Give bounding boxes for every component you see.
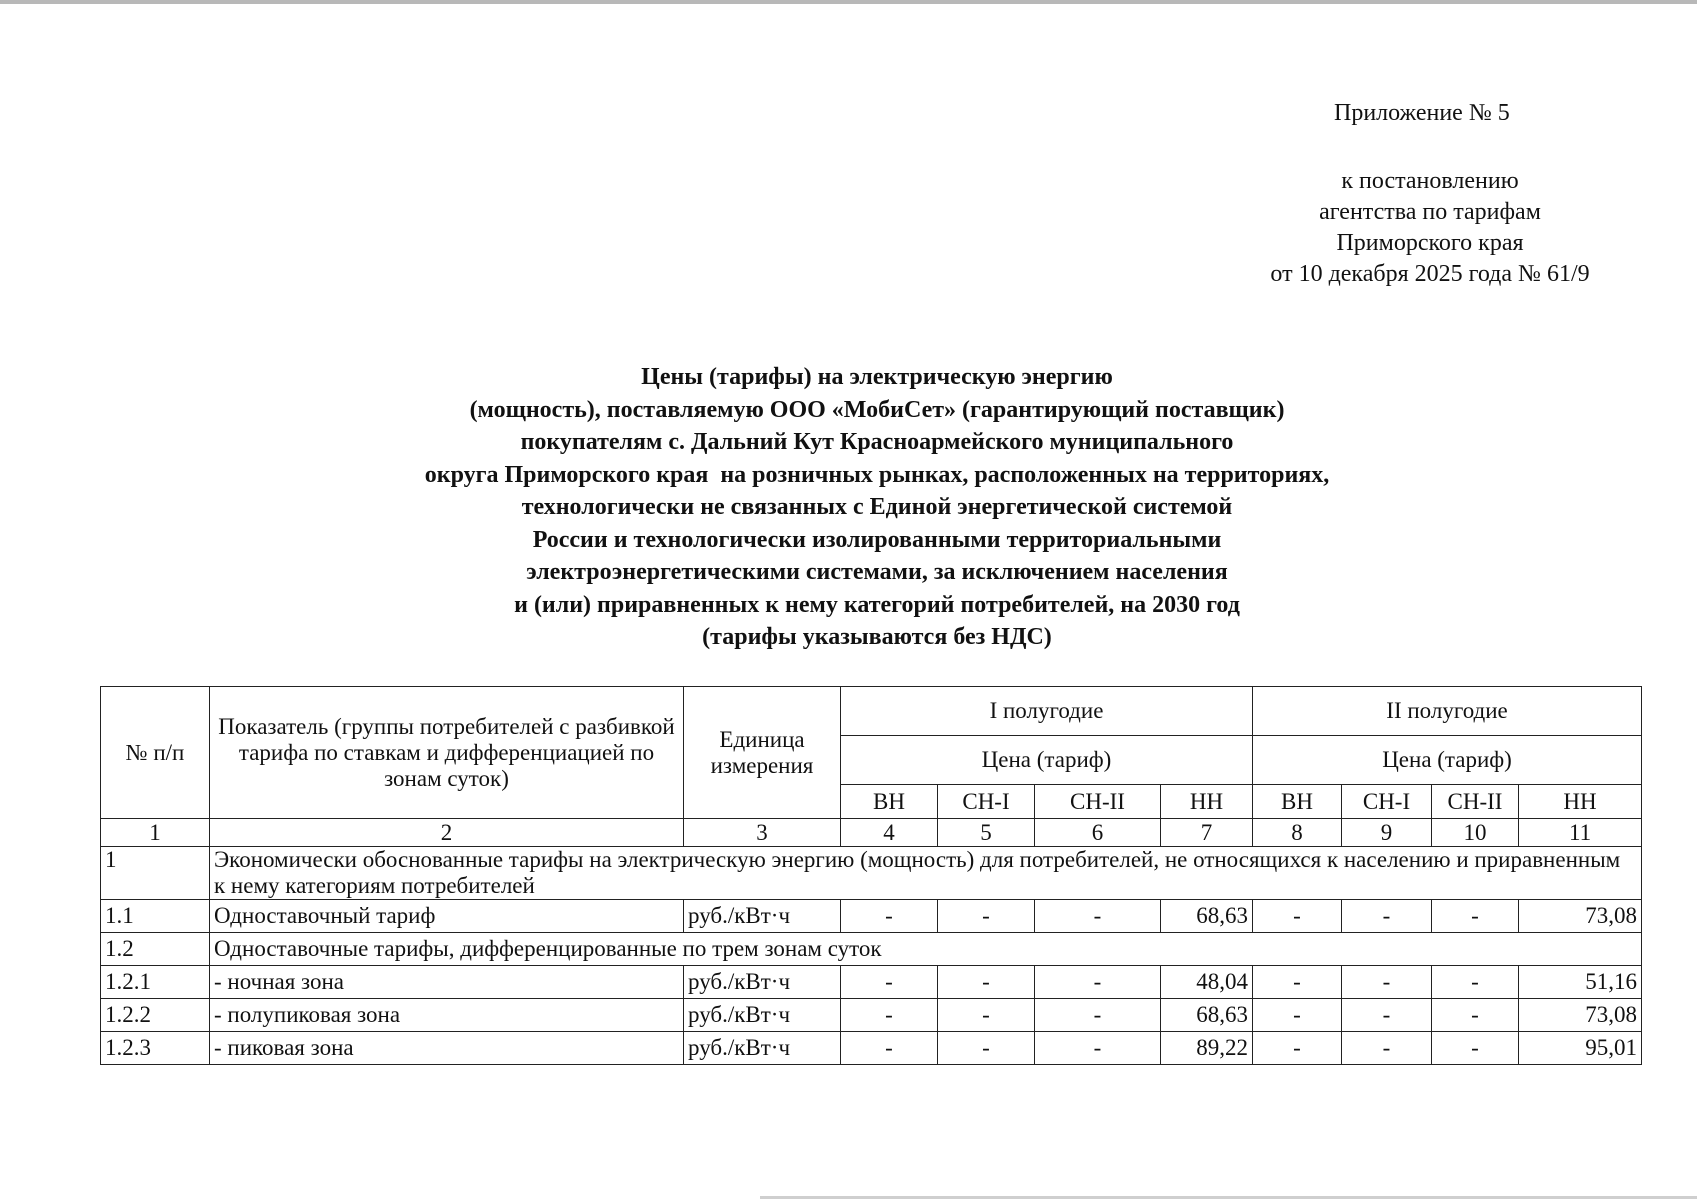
- column-number: 9: [1342, 819, 1432, 847]
- header-level: ВН: [1253, 785, 1342, 819]
- row-value: -: [841, 999, 938, 1032]
- row-value: -: [938, 966, 1035, 999]
- title-line: и (или) приравненных к нему категорий потребителей, на 2030 год: [514, 591, 1240, 618]
- header-level: СН-II: [1432, 785, 1519, 819]
- resolution-line: агентства по тарифам: [1319, 199, 1541, 225]
- resolution-line: от 10 декабря 2025 года № 61/9: [1270, 261, 1590, 287]
- row-value: 73,08: [1519, 900, 1642, 933]
- row-value: -: [1432, 900, 1519, 933]
- header-level: ВН: [841, 785, 938, 819]
- row-value: -: [1342, 1032, 1432, 1065]
- column-number: 3: [684, 819, 841, 847]
- row-value: -: [1342, 999, 1432, 1032]
- row-value: -: [1253, 900, 1342, 933]
- row-value: -: [938, 900, 1035, 933]
- row-value: -: [1432, 999, 1519, 1032]
- resolution-line: Приморского края: [1336, 230, 1524, 256]
- row-num: 1.2.1: [101, 966, 210, 999]
- row-indicator: - ночная зона: [210, 966, 684, 999]
- row-num: 1.2.3: [101, 1032, 210, 1065]
- row-value: -: [1035, 999, 1161, 1032]
- row-unit: руб./кВт·ч: [684, 1032, 841, 1065]
- table-row: [101, 900, 1642, 933]
- header-num-label: № п/п: [125, 739, 185, 765]
- appendix-label: Приложение № 5: [1334, 100, 1510, 126]
- table-row: [101, 966, 1642, 999]
- row-indicator: - пиковая зона: [210, 1032, 684, 1065]
- row-value: 51,16: [1519, 966, 1642, 999]
- row-value: -: [1035, 1032, 1161, 1065]
- header-level: СН-I: [1342, 785, 1432, 819]
- row-value: -: [1253, 966, 1342, 999]
- header-unit: Единица измерения: [684, 687, 841, 819]
- column-number: 10: [1432, 819, 1519, 847]
- column-number: 8: [1253, 819, 1342, 847]
- row-num: 1.1: [101, 900, 210, 933]
- column-number: 7: [1161, 819, 1253, 847]
- title-line: округа Приморского края на розничных рынках, расположенных на территориях,: [424, 461, 1330, 488]
- resolution-reference: [1220, 166, 1640, 290]
- row-indicator: Одноставочный тариф: [210, 900, 684, 933]
- table-row: [101, 999, 1642, 1032]
- row-value: 68,63: [1161, 999, 1253, 1032]
- title-line: Цены (тарифы) на электрическую энергию: [641, 364, 1113, 390]
- header-num: [101, 687, 210, 819]
- row-value: -: [841, 1032, 938, 1065]
- section-text: Экономически обоснованные тарифы на электрическую энергию (мощность) для потребителей, не относящихся к населению и приравненным к нему категориям потребителей: [210, 847, 1642, 900]
- column-number: 2: [210, 819, 684, 847]
- resolution-line: к постановлению: [1341, 168, 1519, 194]
- column-number: 4: [841, 819, 938, 847]
- title-line: технологически не связанных с Единой энергетической системой: [521, 494, 1233, 520]
- header-level: СН-I: [938, 785, 1035, 819]
- row-num: 1.2: [101, 933, 210, 966]
- row-value: -: [1253, 1032, 1342, 1065]
- section-row: [101, 847, 1642, 900]
- row-unit: руб./кВт·ч: [684, 900, 841, 933]
- row-indicator: - полупиковая зона: [210, 999, 684, 1032]
- header-level: НН: [1519, 785, 1642, 819]
- header-level: НН: [1161, 785, 1253, 819]
- title-line: покупателям с. Дальний Кут Красноармейского муниципального: [520, 429, 1234, 455]
- column-number-row: [101, 819, 1642, 847]
- section-text: Одноставочные тарифы, дифференцированные по трем зонам суток: [210, 933, 1642, 966]
- row-value: -: [1035, 966, 1161, 999]
- row-value: 95,01: [1519, 1032, 1642, 1065]
- header-half2: II полугодие: [1253, 687, 1642, 736]
- column-number: 1: [101, 819, 210, 847]
- row-value: -: [938, 999, 1035, 1032]
- row-value: 48,04: [1161, 966, 1253, 999]
- row-value: 73,08: [1519, 999, 1642, 1032]
- row-value: -: [1342, 900, 1432, 933]
- title-line: электроэнергетическими системами, за исключением населения: [526, 559, 1228, 585]
- title-line: России и технологически изолированными территориальными: [532, 526, 1222, 553]
- header-half1: I полугодие: [841, 687, 1253, 736]
- section-row: [101, 933, 1642, 966]
- row-unit: руб./кВт·ч: [684, 966, 841, 999]
- row-value: -: [1035, 900, 1161, 933]
- header-price2: Цена (тариф): [1253, 736, 1642, 785]
- table-row: [101, 1032, 1642, 1065]
- column-number: 5: [938, 819, 1035, 847]
- column-number: 11: [1519, 819, 1642, 847]
- page-top-edge: [0, 0, 1697, 4]
- document-title: [300, 361, 1454, 654]
- row-unit: руб./кВт·ч: [684, 999, 841, 1032]
- row-num: 1.2.2: [101, 999, 210, 1032]
- header-price1: Цена (тариф): [841, 736, 1253, 785]
- row-value: -: [1342, 966, 1432, 999]
- row-value: -: [841, 900, 938, 933]
- row-value: -: [1432, 966, 1519, 999]
- row-value: -: [1253, 999, 1342, 1032]
- header-level: СН-II: [1035, 785, 1161, 819]
- row-value: -: [1432, 1032, 1519, 1065]
- header-row-halfyear: [101, 687, 1642, 736]
- title-line: (тарифы указываются без НДС): [702, 624, 1052, 650]
- row-value: 68,63: [1161, 900, 1253, 933]
- row-value: -: [841, 966, 938, 999]
- row-value: -: [938, 1032, 1035, 1065]
- title-line: (мощность), поставляемую ООО «МобиСет» (гарантирующий поставщик): [469, 396, 1285, 423]
- row-value: 89,22: [1161, 1032, 1253, 1065]
- header-indicator: Показатель (группы потребителей с разбивкой тарифа по ставкам и дифференциацией по зонам суток): [210, 687, 684, 819]
- column-number: 6: [1035, 819, 1161, 847]
- tariff-table: [100, 686, 1642, 1065]
- row-num: 1: [101, 847, 210, 900]
- page-bottom-edge: [760, 1196, 1697, 1199]
